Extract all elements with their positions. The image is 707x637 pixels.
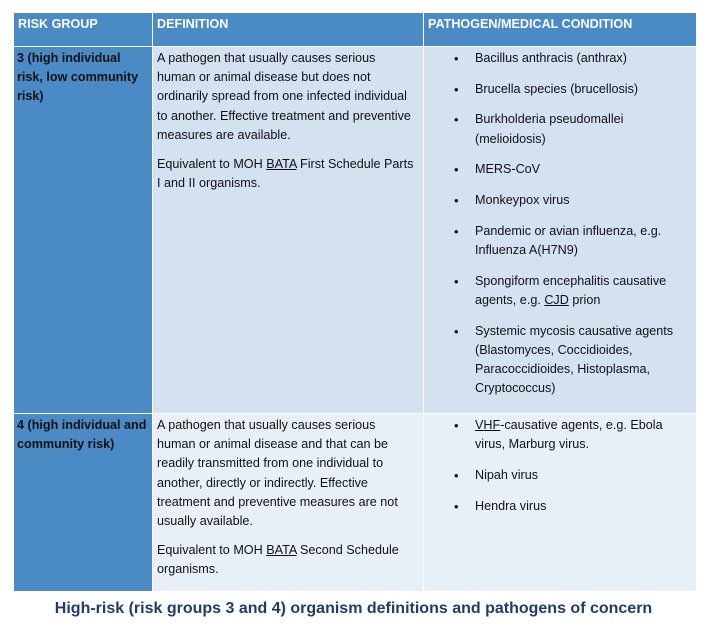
pathogen-name: Brucella species (brucellosis) bbox=[475, 81, 639, 96]
cjd-link[interactable]: CJD bbox=[544, 292, 569, 307]
pathogen-name: Spongiform encephalitis causative agents, e.g. bbox=[475, 273, 667, 307]
equivalence-suffix: First Schedule Parts I and II organisms. bbox=[157, 157, 414, 191]
list-item bbox=[429, 110, 690, 148]
header-definition: DEFINITION bbox=[153, 13, 424, 47]
list-item bbox=[429, 466, 690, 485]
bata-link[interactable]: BATA bbox=[266, 157, 297, 172]
risk-group-3-pathogens-cell bbox=[424, 47, 697, 414]
pathogen-name: MERS-CoV bbox=[475, 162, 541, 177]
pathogen-name: Nipah virus bbox=[475, 467, 538, 482]
list-item bbox=[429, 80, 690, 99]
bullet-icon: • bbox=[454, 81, 459, 97]
bullet-icon: • bbox=[454, 51, 459, 66]
equivalence-prefix: Equivalent to MOH bbox=[157, 157, 267, 172]
bullet-icon: • bbox=[454, 498, 459, 514]
list-item bbox=[429, 272, 690, 310]
risk-group-4-pathogens-cell bbox=[424, 414, 697, 592]
pathogen-name: Burkholderia pseudomallei (melioidosis) bbox=[475, 112, 624, 146]
risk-group-4-definition: A pathogen that usually causes serious human or animal disease and that can be readily transmitted from one individual to another, directly or indirectly. Effective treatment and preventive measures are not usually available. bbox=[157, 418, 398, 529]
table-row-risk-group-3 bbox=[14, 47, 697, 414]
pathogen-name: Hendra virus bbox=[475, 498, 547, 513]
pathogen-name: Systemic mycosis causative agents (Blastomyces, Coccidioides, Paracoccidioides, Histoplasma, Cryptococcus) bbox=[475, 323, 674, 396]
bullet-icon: • bbox=[454, 112, 459, 128]
bullet-icon: • bbox=[454, 193, 459, 209]
bullet-icon: • bbox=[454, 418, 459, 433]
header-pathogen: PATHOGEN/MEDICAL CONDITION bbox=[424, 13, 697, 47]
pathogen-name: Pandemic or avian influenza, e.g. Influenza A(H7N9) bbox=[475, 223, 662, 257]
risk-group-3-label: 3 (high individual risk, low community risk) bbox=[14, 47, 153, 414]
risk-group-3-definition-cell bbox=[153, 47, 424, 414]
vhf-link[interactable]: VHF bbox=[475, 418, 501, 432]
equivalence-suffix: Second Schedule organisms. bbox=[157, 543, 399, 577]
list-item bbox=[429, 497, 690, 516]
table-header-row bbox=[14, 13, 697, 47]
list-item bbox=[429, 222, 690, 260]
bullet-icon: • bbox=[454, 273, 459, 289]
risk-group-3-equivalence bbox=[157, 155, 417, 193]
table-row-risk-group-4 bbox=[14, 414, 697, 592]
risk-group-table-container bbox=[13, 12, 696, 592]
bata-link[interactable]: BATA bbox=[266, 543, 297, 558]
risk-group-4-equivalence bbox=[157, 541, 417, 579]
pathogen-name: Monkeypox virus bbox=[475, 193, 570, 208]
bullet-icon: • bbox=[454, 467, 459, 483]
risk-group-3-definition: A pathogen that usually causes serious human or animal disease but does not ordinarily spread from one infected individual to another. Effective treatment and preventive measures are available. bbox=[157, 51, 411, 142]
bullet-icon: • bbox=[454, 162, 459, 178]
figure-caption: High-risk (risk groups 3 and 4) organism definitions and pathogens of concern bbox=[54, 600, 653, 617]
risk-group-4-pathogen-list bbox=[429, 416, 690, 516]
list-item bbox=[429, 322, 690, 399]
risk-group-table bbox=[13, 12, 697, 592]
pathogen-name: Bacillus anthracis (anthrax) bbox=[475, 51, 627, 65]
risk-group-4-definition-cell bbox=[153, 414, 424, 592]
header-risk-group: RISK GROUP bbox=[14, 13, 153, 47]
list-item bbox=[429, 49, 690, 68]
bullet-icon: • bbox=[454, 223, 459, 239]
risk-group-4-label: 4 (high individual and community risk) bbox=[14, 414, 153, 592]
pathogen-name-suffix: prion bbox=[568, 292, 601, 307]
pathogen-name: -causative agents, e.g. Ebola virus, Marburg virus. bbox=[475, 418, 663, 452]
risk-group-3-pathogen-list bbox=[429, 49, 690, 398]
bullet-icon: • bbox=[454, 323, 459, 339]
list-item bbox=[429, 191, 690, 210]
list-item bbox=[429, 416, 690, 454]
equivalence-prefix: Equivalent to MOH bbox=[157, 543, 267, 558]
list-item bbox=[429, 160, 690, 179]
